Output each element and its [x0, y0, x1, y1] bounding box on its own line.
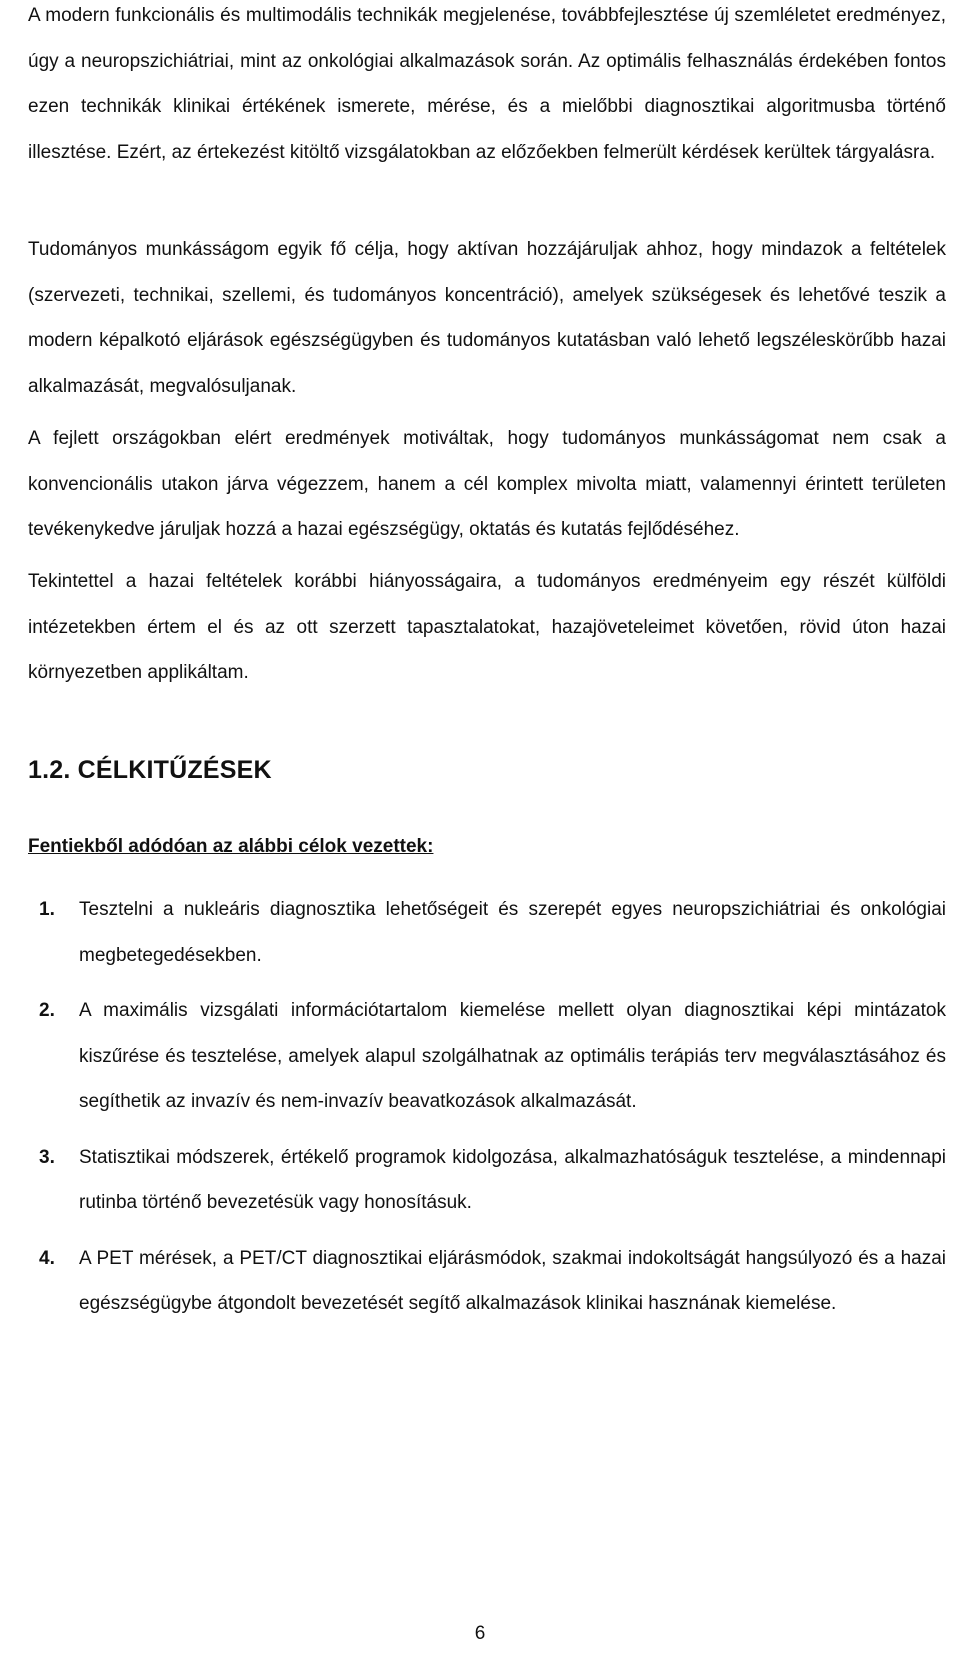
goal-text: Tesztelni a nukleáris diagnosztika lehetőségeit és szerepét egyes neuropszichiátriai és onkológiai megbetegedésekben.	[79, 899, 946, 966]
intro-paragraph: A modern funkcionális és multimodális technikák megjelenése, továbbfejlesztése új szemléletet eredményez, úgy a neuropszichiátriai, mint az onkológiai alkalmazások során. Az optimális felhasználás érdekében fontos ezen technikák klinikai értékének ismerete, mérése, és a mielőbbi diagnosztikai algoritmusba történő illesztése. Ezért, az értekezést kitöltő vizsgálatokban az előzőekben felmerült kérdések kerültek tárgyalásra.	[28, 5, 946, 163]
goals-list	[28, 887, 946, 1337]
motivation-paragraph: A fejlett országokban elért eredmények motiváltak, hogy tudományos munkásságomat nem csak a konvencionális utakon járva végezzem, hanem a cél komplex mivolta miatt, valamennyi érintett területen tevékenykedve járuljak hozzá a hazai egészségügy, oktatás és kutatás fejlődéséhez.	[28, 428, 946, 540]
goal-text: A maximális vizsgálati információtartalom kiemelése mellett olyan diagnosztikai képi mintázatok kiszűrése és tesztelése, amelyek alapul szolgálhatnak az optimális terápiás terv megválasztásához és segíthetik az invazív és nem-invazív beavatkozások alkalmazását.	[79, 1000, 946, 1112]
goal-number: 4.	[39, 1247, 55, 1269]
section-heading: 1.2. CÉLKITŰZÉSEK	[28, 756, 272, 784]
scientific-goal-paragraph: Tudományos munkásságom egyik fő célja, hogy aktívan hozzájáruljak ahhoz, hogy mindazok a feltételek (szervezeti, technikai, szellemi, és tudományos koncentráció), amelyek szükségesek és lehetővé teszik a modern képalkotó eljárások egészségügyben és tudományos kutatásban való lehető legszéleskörűbb hazai alkalmazását, megvalósuljanak.	[28, 239, 946, 397]
goal-item-2	[28, 988, 946, 1125]
goal-number: 3.	[39, 1146, 55, 1168]
goal-item-3	[28, 1135, 946, 1226]
goal-item-4	[28, 1236, 946, 1327]
foreign-experience-paragraph: Tekintettel a hazai feltételek korábbi hiányosságaira, a tudományos eredményeim egy részét külföldi intézetekben értem el és az ott szerzett tapasztalatokat, hazajöveteleimet követően, rövid úton hazai környezetben applikáltam.	[28, 571, 946, 683]
goal-text: Statisztikai módszerek, értékelő programok kidolgozása, alkalmazhatóságuk tesztelése, a mindennapi rutinba történő bevezetésük vagy honosításuk.	[79, 1146, 946, 1213]
goals-subheading: Fentiekből adódóan az alábbi célok vezettek:	[28, 836, 434, 857]
page-number: 6	[474, 1623, 486, 1644]
goal-number: 2.	[39, 1000, 55, 1021]
goal-text: A PET mérések, a PET/CT diagnosztikai eljárásmódok, szakmai indokoltságát hangsúlyozó és a hazai egészségügybe átgondolt bevezetését segítő alkalmazások klinikai hasznának kiemelése.	[79, 1247, 946, 1314]
goal-number: 1.	[39, 899, 55, 920]
goal-item-1	[28, 887, 946, 978]
